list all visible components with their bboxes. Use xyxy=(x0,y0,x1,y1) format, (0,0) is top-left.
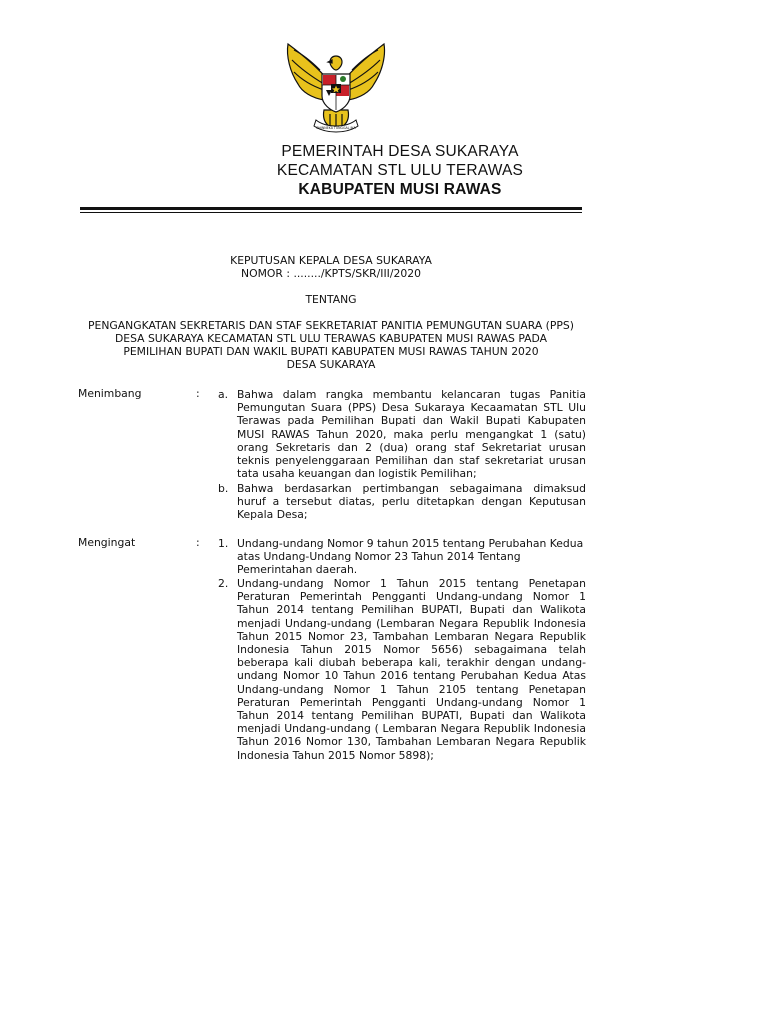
text-line: Bahwa berdasarkan pertimbangan sebagaimana dimaksud xyxy=(237,482,586,495)
letterhead-line-district: KECAMATAN STL ULU TERAWAS xyxy=(276,162,524,179)
shield-icon xyxy=(322,74,350,112)
decree-about-label: TENTANG xyxy=(305,293,357,306)
decree-title-block xyxy=(80,254,582,280)
text-line: Pemerintahan daerah. xyxy=(237,563,358,577)
garuda-pancasila-emblem xyxy=(280,40,392,140)
emblem-motto: BHINNEKA TUNGGAL IKA xyxy=(316,126,356,130)
text-line: Terawas pada Pemilihan Bupati dan Wakil Bupati Kabupaten xyxy=(237,414,586,428)
section-colon: : xyxy=(196,387,200,400)
text-line: teknis penyelenggaraan Pemilihan dan staf sekretariat urusan xyxy=(237,454,586,468)
text-line: menjadi Undang-undang ( Lembaran Negara Republik Indonesia xyxy=(237,722,586,736)
section-label-mengingat: Mengingat xyxy=(78,536,136,549)
decree-subject-line: DESA SUKARAYA KECAMATAN STL ULU TERAWAS KABUPATEN MUSI RAWAS PADA xyxy=(114,332,548,345)
text-line: menjadi Undang-undang (Lembaran Negara Republik Indonesia xyxy=(237,616,586,630)
item-marker: 2. xyxy=(218,577,229,590)
section-colon: : xyxy=(196,536,200,549)
item-marker: a. xyxy=(218,388,229,401)
menimbang-item-b xyxy=(237,482,586,522)
text-line: Undang-undang Nomor 1 Tahun 2015 tentang Penetapan xyxy=(237,577,586,590)
letterhead-rule-thin xyxy=(80,212,582,213)
text-line: Kepala Desa; xyxy=(237,508,308,522)
text-line: Pemungutan Suara (PPS) Desa Sukaraya Kecaamatan STL Ulu xyxy=(237,401,586,415)
section-label-menimbang: Menimbang xyxy=(78,387,142,400)
decree-title: KEPUTUSAN KEPALA DESA SUKARAYA xyxy=(230,254,432,267)
text-line: Tahun 2016 Nomor 130, Tambahan Lembaran Negara Republik xyxy=(237,735,586,749)
text-line: beberapa kali diubah beberapa kali, terakhir dengan undang- xyxy=(237,656,586,670)
text-line: huruf a tersebut diatas, perlu ditetapkan dengan Keputusan xyxy=(237,495,586,509)
decree-subject-line: PENGANGKATAN SEKRETARIS DAN STAF SEKRETARIAT PANITIA PEMUNGUTAN SUARA (PPS) xyxy=(88,319,574,332)
mengingat-item-2 xyxy=(237,577,586,762)
text-line: Tahun 2014 tentang Pemilihan BUPATI, Bupati dan Walikota xyxy=(237,603,586,617)
text-line: Undang-undang Nomor 9 tahun 2015 tentang Perubahan Kedua xyxy=(237,537,584,550)
text-line: orang Sekretaris dan 2 (dua) orang staf Sekretariat urusan xyxy=(237,440,586,454)
menimbang-item-a xyxy=(237,388,586,480)
letterhead xyxy=(80,142,720,199)
text-line: Peraturan Pemerintah Pengganti Undang-undang Nomor 1 xyxy=(237,590,586,604)
letterhead-rule-thick xyxy=(80,207,582,210)
decree-subject-line: PEMILIHAN BUPATI DAN WAKIL BUPATI KABUPATEN MUSI RAWAS TAHUN 2020 xyxy=(123,345,539,358)
decree-number: NOMOR : ......../KPTS/SKR/III/2020 xyxy=(241,267,421,280)
text-line: tata usaha keuangan dan logistik Pemilihan; xyxy=(237,467,477,481)
text-line: atas Undang-Undang Nomor 23 Tahun 2014 Tentang xyxy=(237,550,521,564)
decree-about xyxy=(80,293,582,306)
text-line: Tahun 2015 Nomor 23, Tambahan Lembaran Negara Republik xyxy=(237,629,586,643)
letterhead-line-regency: KABUPATEN MUSI RAWAS xyxy=(298,181,502,198)
letterhead-line-government: PEMERINTAH DESA SUKARAYA xyxy=(281,143,519,160)
item-marker: b. xyxy=(218,482,229,495)
item-marker: 1. xyxy=(218,537,229,550)
text-line: Indonesia Tahun 2015 Nomor 5656) sebagaimana telah xyxy=(237,643,586,657)
text-line: Peraturan Pemerintah Pengganti Undang-undang Nomor 1 xyxy=(237,695,586,709)
text-line: Tahun 2014 tentang Pemilihan BUPATI, Bupati dan Walikota xyxy=(237,709,586,723)
text-line: MUSI RAWAS Tahun 2020, maka perlu mengangkat 1 (satu) xyxy=(237,427,586,441)
decree-subject xyxy=(80,319,582,371)
decree-subject-line: DESA SUKARAYA xyxy=(286,358,376,371)
text-line: Bahwa dalam rangka membantu kelancaran tugas Panitia xyxy=(237,388,586,401)
text-line: Indonesia Tahun 2015 Nomor 5898); xyxy=(237,748,434,762)
text-line: undang Nomor 10 Tahun 2016 tentang Perubahan Kedua Atas xyxy=(237,669,586,683)
mengingat-item-1 xyxy=(237,537,586,577)
text-line: Undang-undang Nomor 1 Tahun 2105 tentang Penetapan xyxy=(237,682,586,696)
